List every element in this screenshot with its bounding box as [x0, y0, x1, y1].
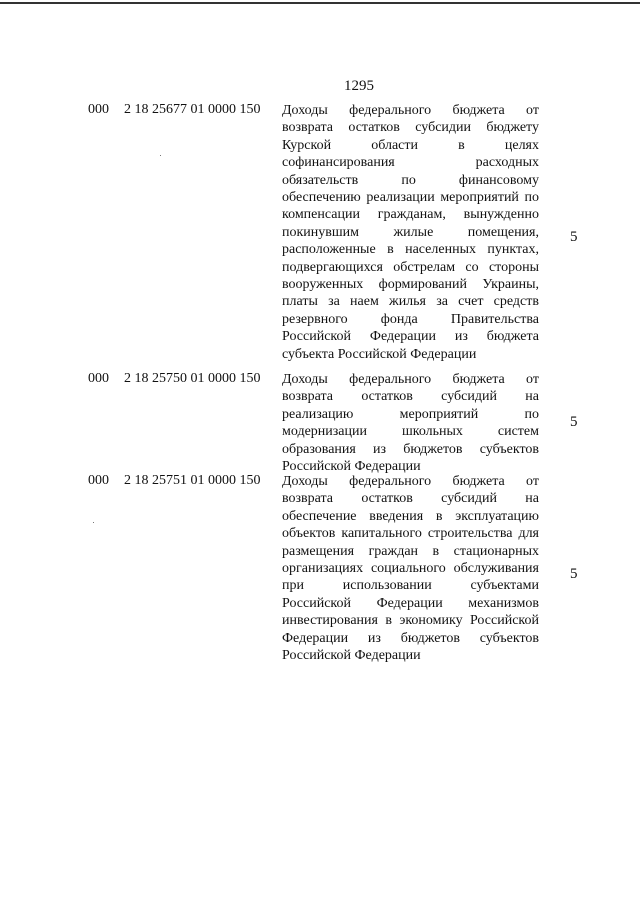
scan-speck	[93, 522, 94, 523]
row-code-prefix: 000	[88, 102, 109, 117]
row-description: Доходы федерального бюджета от возврата остатков субсидий на реализацию мероприятий по модернизации школьных систем образования из бюджетов субъектов Российской Федерации	[282, 372, 539, 475]
row-code-prefix: 000	[88, 371, 109, 386]
page-number: 1295	[344, 78, 374, 94]
row-description: Доходы федерального бюджета от возврата остатков субсидии бюджету Курской области в целях софинансирования расходных обязательств по финансовому обеспечению реализации мероприятий по компенсации гражданам, вынужденно покинувшим жилые помещения, расположенные в населенных пунктах, подвергающихся обстрелам со стороны вооруженных формирований Украины, платы за наем жилья за счет средств резервного фонда Правительства Российской Федерации из бюджета субъекта Российской Федерации	[282, 103, 539, 362]
row-code: 2 18 25751 01 0000 150	[124, 473, 261, 488]
row-code-prefix: 000	[88, 473, 109, 488]
row-value: 5	[570, 414, 578, 430]
row-code: 2 18 25750 01 0000 150	[124, 371, 261, 386]
row-code: 2 18 25677 01 0000 150	[124, 102, 261, 117]
row-value: 5	[570, 566, 578, 582]
row-description: Доходы федерального бюджета от возврата остатков субсидий на обеспечение введения в эксплуатацию объектов капитального строительства для размещения граждан в стационарных организациях социального обслуживания при использовании субъектами Российской Федерации механизмов инвестирования в экономику Российской Федерации из бюджетов субъектов Российской Федерации	[282, 474, 539, 664]
top-rule	[0, 2, 640, 4]
row-value: 5	[570, 229, 578, 245]
scan-speck	[160, 155, 161, 156]
